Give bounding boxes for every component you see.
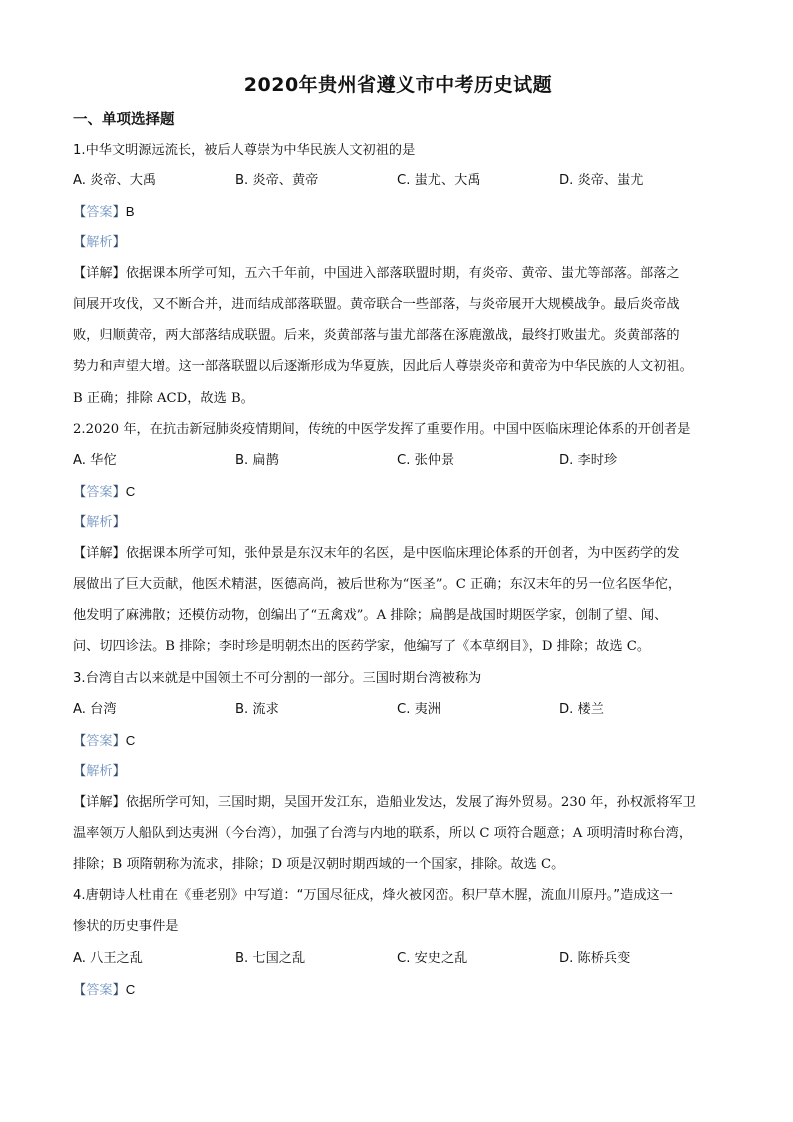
option-b: B. 流求 [235, 702, 279, 717]
page-title: 2020年贵州省遵义市中考历史试题 [243, 74, 553, 96]
detail-paragraph-line: 势力和声望大增。这一部落联盟以后逐渐形成为华夏族，因此后人尊崇炎帝和黄帝为中华民族的人文初祖。 [73, 359, 693, 374]
detail-paragraph-line: 【详解】依据所学可知，三国时期，吴国开发江东，造船业发达，发展了海外贸易。230 年，孙权派将军卫 [73, 795, 696, 810]
answer-tag: 【答案】B [73, 204, 135, 220]
option-a: A. 华佗 [73, 453, 117, 468]
answer-label: 答案 [86, 983, 113, 998]
answer-value: C [125, 982, 136, 997]
answer-label: 答案 [86, 734, 113, 749]
detail-label: 【详解】 [73, 266, 126, 281]
option-b: B. 七国之乱 [235, 951, 306, 966]
detail-paragraph-line: 【详解】依据课本所学可知，张仲景是东汉末年的名医，是中医临床理论体系的开创者，为中医药学的发 [73, 546, 680, 561]
detail-label: 【详解】 [73, 795, 126, 810]
analysis-label: 解析 [86, 764, 113, 779]
detail-paragraph-line: 展做出了巨大贡献，他医术精湛，医德高尚，被后世称为“医圣”。C 正确；东汉末年的另一位名医华佗， [73, 577, 682, 592]
answer-value: B [125, 204, 135, 219]
option-a: A. 八王之乱 [73, 951, 143, 966]
option-a: A. 炎帝、大禹 [73, 173, 157, 188]
detail-paragraph-line: B 正确；排除 ACD，故选 B。 [73, 391, 254, 406]
question-4-stem-cont: 惨状的历史事件是 [73, 919, 179, 934]
option-c: C. 夷洲 [397, 702, 441, 717]
analysis-label: 解析 [86, 515, 113, 530]
option-b: B. 扁鹊 [235, 453, 279, 468]
option-c: C. 张仲景 [397, 453, 455, 468]
question-3-stem: 3.台湾自古以来就是中国领土不可分割的一部分。三国时期台湾被称为 [73, 671, 482, 686]
question-1-stem: 1.中华文明源远流长，被后人尊崇为中华民族人文初祖的是 [73, 143, 416, 158]
detail-paragraph-line: 【详解】依据课本所学可知，五六千年前，中国进入部落联盟时期，有炎帝、黄帝、蚩尤等部落。部落之 [73, 266, 680, 281]
detail-paragraph-line: 排除；B 项隋朝称为流求，排除；D 项是汉朝时期西域的一个国家，排除。故选 C。 [73, 857, 565, 872]
detail-label: 【详解】 [73, 546, 126, 561]
answer-tag: 【答案】C [73, 982, 136, 998]
option-b: B. 炎帝、黄帝 [235, 173, 319, 188]
analysis-tag: 【解析】 [73, 764, 126, 779]
answer-tag: 【答案】C [73, 484, 136, 500]
detail-paragraph-line: 温率领万人船队到达夷洲（今台湾），加强了台湾与内地的联系，所以 C 项符合题意；A 项明清时称台湾， [73, 826, 693, 841]
option-c: C. 蚩尤、大禹 [397, 173, 481, 188]
section-heading: 一、单项选择题 [73, 112, 175, 128]
question-4-stem: 4.唐朝诗人杜甫在《垂老别》中写道：“万国尽征戍，烽火被冈峦。积尸草木腥，流血川原丹。”造成这一 [73, 888, 673, 903]
option-c: C. 安史之乱 [397, 951, 468, 966]
option-d: D. 炎帝、蚩尤 [559, 173, 644, 188]
detail-paragraph-line: 败，归顺黄帝，两大部落结成联盟。后来，炎黄部落与蚩尤部落在涿鹿激战，最终打败蚩尤。炎黄部落的 [73, 328, 680, 343]
answer-tag: 【答案】C [73, 733, 136, 749]
answer-value: C [125, 733, 136, 748]
question-2-stem: 2.2020 年，在抗击新冠肺炎疫情期间，传统的中医学发挥了重要作用。中国中医临床理论体系的开创者是 [73, 422, 691, 437]
answer-value: C [125, 484, 136, 499]
answer-label: 答案 [86, 205, 113, 220]
option-d: D. 李时珍 [559, 453, 618, 468]
detail-paragraph-line: 间展开攻伐，又不断合并，进而结成部落联盟。黄帝联合一些部落，与炎帝展开大规模战争。最后炎帝战 [73, 297, 680, 312]
detail-paragraph-line: 他发明了麻沸散；还模仿动物，创编出了“五禽戏”。A 排除；扁鹊是战国时期医学家，创制了望、闻、 [73, 608, 668, 623]
detail-paragraph-line: 问、切四诊法。B 排除；李时珍是明朝杰出的医药学家，他编写了《本草纲目》，D 排除；故选 C。 [73, 639, 651, 654]
option-d: D. 楼兰 [559, 702, 604, 717]
option-d: D. 陈桥兵变 [559, 951, 631, 966]
answer-label: 答案 [86, 485, 113, 500]
analysis-label: 解析 [86, 235, 113, 250]
option-a: A. 台湾 [73, 702, 117, 717]
analysis-tag: 【解析】 [73, 235, 126, 250]
analysis-tag: 【解析】 [73, 515, 126, 530]
